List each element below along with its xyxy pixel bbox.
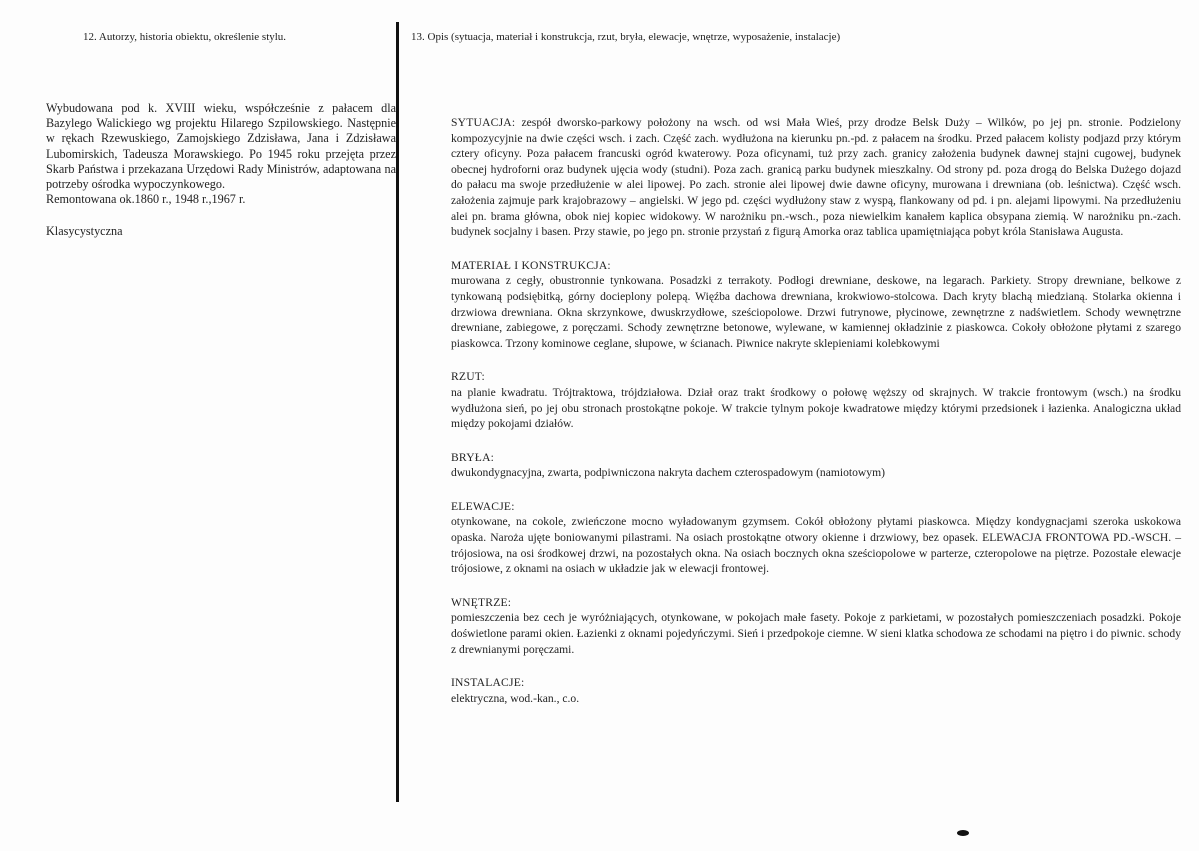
material-text: murowana z cegły, obustronnie tynkowana. Posadzki z terrakoty. Podłogi drewniane, deskowe, na legarach. Parkiety. Stropy drewniane, belkowe z tynkowaną podsiębitką, górny docieplony polepą. Więźba dachowa drewniana, krokwiowo-stolcowa. Dach kryty blachą miedzianą. Stolarka okienna i drzwiowa drewniana. Okna skrzynkowe, dwuskrzydłowe, sześciopolowe. Drzwi futrynowe, płycinowe, zewnętrzne z nadświetlem. Schody wewnętrzne drewniane, zabiegowe, z poręczami. Schody zewnętrzne betonowe, wylewane, w kamiennej okładzinie z piaskowca. Cokoły obłożone płytami z szarego piaskowca. Trzony kominowe ceglane, słupowe, w ścianach. Piwnice nakryte sklepieniami kolebkowymi	[451, 274, 1181, 350]
ink-blot-icon	[955, 829, 971, 837]
description-body	[411, 115, 1181, 706]
body-form-title: BRYŁA:	[451, 450, 495, 464]
installations-title: INSTALACJE:	[451, 676, 525, 690]
material-section	[451, 258, 1181, 352]
material-title: MATERIAŁ I KONSTRUKCJA:	[451, 258, 611, 272]
plan-text: na planie kwadratu. Trójtraktowa, trójdziałowa. Dział oraz trakt środkowy o połowę węższy od skrajnych. W trakcie frontowym (wsch.) na środku wydłużona sień, po jej obu stronach prostokątne pokoje. W trakcie tylnym pokoje kwadratowe między którymi przedsionek i łazienka. Analogiczna układ między pokojami działów.	[451, 385, 1181, 431]
installations-text: elektryczna, wod.-kan., c.o.	[451, 691, 580, 705]
column-divider	[396, 22, 399, 802]
right-column	[411, 30, 1181, 724]
renovation-text: Remontowana ok.1860 r., 1948 r.,1967 r.	[46, 192, 246, 207]
history-text: Wybudowana pod k. XVIII wieku, współcześnie z pałacem dla Bazylego Walickiego wg projektu Hilarego Szpilowskiego. Następnie w rękach Rzewuskiego, Zamojskiego Zdzisława, Jana i Zdzisława Lubomirskich, Tadeusza Morawskiego. Po 1945 roku przejęta przez Skarb Państwa i przekazana Urzędowi Rady Ministrów, adaptowana na potrzeby ośrodka wypoczynkowego.	[46, 101, 396, 192]
situation-text: zespół dworsko-parkowy położony na wsch. od wsi Mała Wieś, przy drodze Belsk Duży – Wilków, po jej pn. stronie. Podzielony kompozycyjnie na dwie części wsch. i zach. Część zach. wydłużona na kierunku pn.-pd. z pałacem na środku. Przed pałacem kolisty podjazd przy którym cztery oficyny. Poza pałacem francuski ogród kwaterowy. Poza oficynami, tuż przy zach. granicy założenia budynek dawnej stajni cugowej, budynek obecnej hydroforni oraz budynek ujęcia wody (studni). Poza zach. granicą parku budynek mieszkalny. Od strony pd. poza drogą do Belska Dużego dojazd do pałacu ma swoje przedłużenie w alei lipowej. Po zach. stronie alei lipowej dwie dawne oficyny, murowana i drewniana (ob. leśnictwa). Część wsch. założenia zajmuje park krajobrazowy – angielski. W jego pd. części wydłużony staw z wyspą, flankowany od pd. i pn. alejami lipowymi. Na przedłużeniu alei pn. brama główna, obok niej kopiec widokowy. W narożniku pn.-wsch., poza niewielkim kanałem kaplica obsypana ziemią. W narożniku pn.-zach. budynek socjalny i basen. Przy stawie, po jego pn. stronie przystań z figurą Amorka oraz tablica upamiętniająca pobyt króla Stanisława Augusta.	[451, 116, 1181, 239]
left-column	[46, 30, 396, 240]
situation-section	[451, 115, 1181, 240]
interior-text: pomieszczenia bez cech je wyróżniających, otynkowane, w pokojach małe fasety. Pokoje z parkietami, w pozostałych pomieszczeniach posadzki. Pokoje doświetlone parami okien. Łazienki z oknami pojedyńczymi. Sień i przedpokoje ciemne. W sieni klatka schodowa ze schodami na piętro i do piwnic. schody z drewnianymi poręczami.	[451, 611, 1181, 656]
situation-title: SYTUACJA:	[451, 116, 522, 129]
style-text: Klasycystyczna	[46, 224, 123, 239]
installations-section	[451, 675, 1181, 706]
section-12-header: 12. Autorzy, historia obiektu, określenie stylu.	[83, 31, 287, 43]
section-13-header: 13. Opis (sytuacja, materiał i konstrukcja, rzut, bryła, elewacje, wnętrze, wyposażenie, instalacje)	[411, 31, 841, 43]
elevations-text: otynkowane, na cokole, zwieńczone mocno wyładowanym gzymsem. Cokół obłożony płytami piaskowca. Między kondygnacjami szeroka uskokowa opaska. Naroża ujęte boniowanymi pilastrami. Na osiach prostokątne otwory okienne i drzwiowy, bez opasek. ELEWACJA FRONTOWA PD.-WSCH. – trójosiowa, na osi środkowej drzwi, na pozostałych okna. Na osiach bocznych okna sześciopolowe w parterze, czteropolowe na piętrze. Pozostałe elewacje trójosiowe, z oknami na osiach w układzie jak w elewacji frontowej.	[451, 515, 1181, 576]
interior-title: WNĘTRZE:	[451, 595, 512, 609]
body-form-text: dwukondygnacyjna, zwarta, podpiwniczona nakryta dachem czterospadowym (namiotowym)	[451, 466, 885, 480]
plan-section	[451, 369, 1181, 431]
body-form-section	[451, 450, 1181, 481]
plan-title: RZUT:	[451, 370, 485, 384]
elevations-title: ELEWACJE:	[451, 499, 515, 513]
elevations-section	[451, 499, 1181, 577]
ink-blot-mark	[955, 826, 971, 841]
interior-section	[451, 595, 1181, 657]
history-block	[46, 101, 396, 240]
